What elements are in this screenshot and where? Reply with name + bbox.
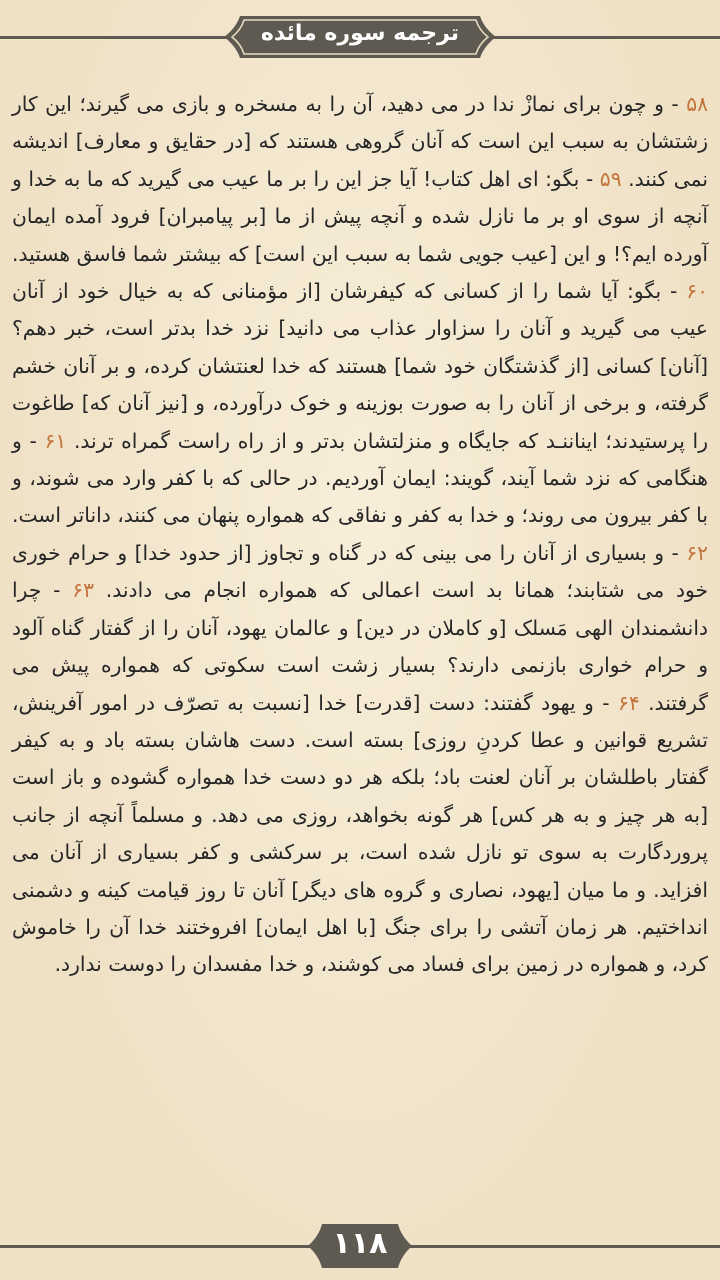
- translation-text: [12, 86, 708, 984]
- verse-text: - و هنگامی که نزد شما آیند، گویند: ایمان آوردیم. در حالی که با کفر وارد می شوند، و با کفر بیرون می روند؛ و خدا به کفر و نفاقی که همواره پنهان می کنند، داناتر است.: [12, 428, 708, 528]
- verse-text: - و یهود گفتند: دست [قدرت] خدا [نسبت به تصرّف در امور آفرینش، تشریع قوانین و عطا کردنِ روزی] بسته است. دست هاشان بسته باد و به کیفر گفتار باطلشان بر آنان لعنت باد؛ بلکه هر دو دست خدا همواره گشوده و باز است [به هر چیز و به هر کس] هر گونه بخواهد، روزی می دهد. و مسلماً آنچه از جانب پروردگارت به سوی تو نازل شده است، بر سرکشی و کفر بسیاری از آنان می افزاید. و ما میان [یهود، نصاری و گروه های دیگر] آنان تا روز قیامت کینه و دشمنی انداختیم. هر زمان آتشی را برای جنگ [با اهل ایمان] افروختند خدا آن را خاموش کرد، و همواره در زمین برای فساد می کوشند، و خدا مفسدان را دوست ندارد.: [12, 690, 708, 977]
- verse-number: ۶۱: [44, 428, 67, 453]
- verse-text: - و چون برای نمازْ ندا در می دهید، آن را به مسخره و بازی می گیرند؛ این کار زشتشان به سبب این است که آنان گروهی هستند که [در حقایق و معارف] اندیشه نمی کنند.: [12, 92, 708, 191]
- verse-text: - چرا دانشمندان الهی مَسلک [و کاملان در دین] و عالمان یهود، آنان را از گفتار گناه آلود و حرام خواری بازنمی دارند؟ بسیار زشت است سکوتی که همواره پیش می گرفتند.: [12, 578, 708, 715]
- verse-number: ۵۸: [686, 92, 708, 116]
- page-title: ترجمه سوره مائده: [260, 21, 460, 46]
- page-number: ۱۱۸: [332, 1226, 388, 1261]
- verse-number: ۶۳: [72, 578, 95, 603]
- verse-number: ۵۹: [599, 166, 622, 191]
- verse-text: - بگو: ای اهل کتاب! آیا جز این را بر ما عیب می گیرید که ما به خدا و آنچه از سوی او بر ما نازل شده و آنچه پیش از ما [بر پیامبران] فرود آمده ایمان آورده ایم؟! و این [عیب جویی شما به سبب این است] که بیشتر شما فاسق هستید.: [12, 166, 708, 266]
- verse-text: - و بسیاری از آنان را می بینی که در گناه و تجاوز [از حدود خدا] و حرام خوری خود می شتابند؛ همانا بد است اعمالی که همواره انجام می دادند.: [12, 540, 709, 603]
- verse-number: ۶۴: [617, 690, 640, 715]
- verse-number: ۶۲: [686, 540, 708, 565]
- title-banner: [220, 12, 500, 62]
- page-number-badge: [306, 1222, 414, 1270]
- verse-text: - بگو: آیا شما را از کسانی که کیفرشان [از مؤمنانی که به خیال خود از آنان عیب می گیرید و آنان را سزاوار عذاب می دانید] نزد خدا بدتر است، خبر دهم؟ [آنان] کسانی [از گذشتگان خود شما] هستند که خدا لعنتشان کرده، و بر آنان خشم گرفته، و برخی از آنان را به صورت بوزینه و خوک درآورده، و [نیز آنان که] طاغوت را پرستیدند؛ ایناننـد که جایگاه و منزلتشان بدتر و از راه راست گمراه ترند.: [12, 279, 708, 453]
- verse-number: ۶۰: [686, 279, 708, 304]
